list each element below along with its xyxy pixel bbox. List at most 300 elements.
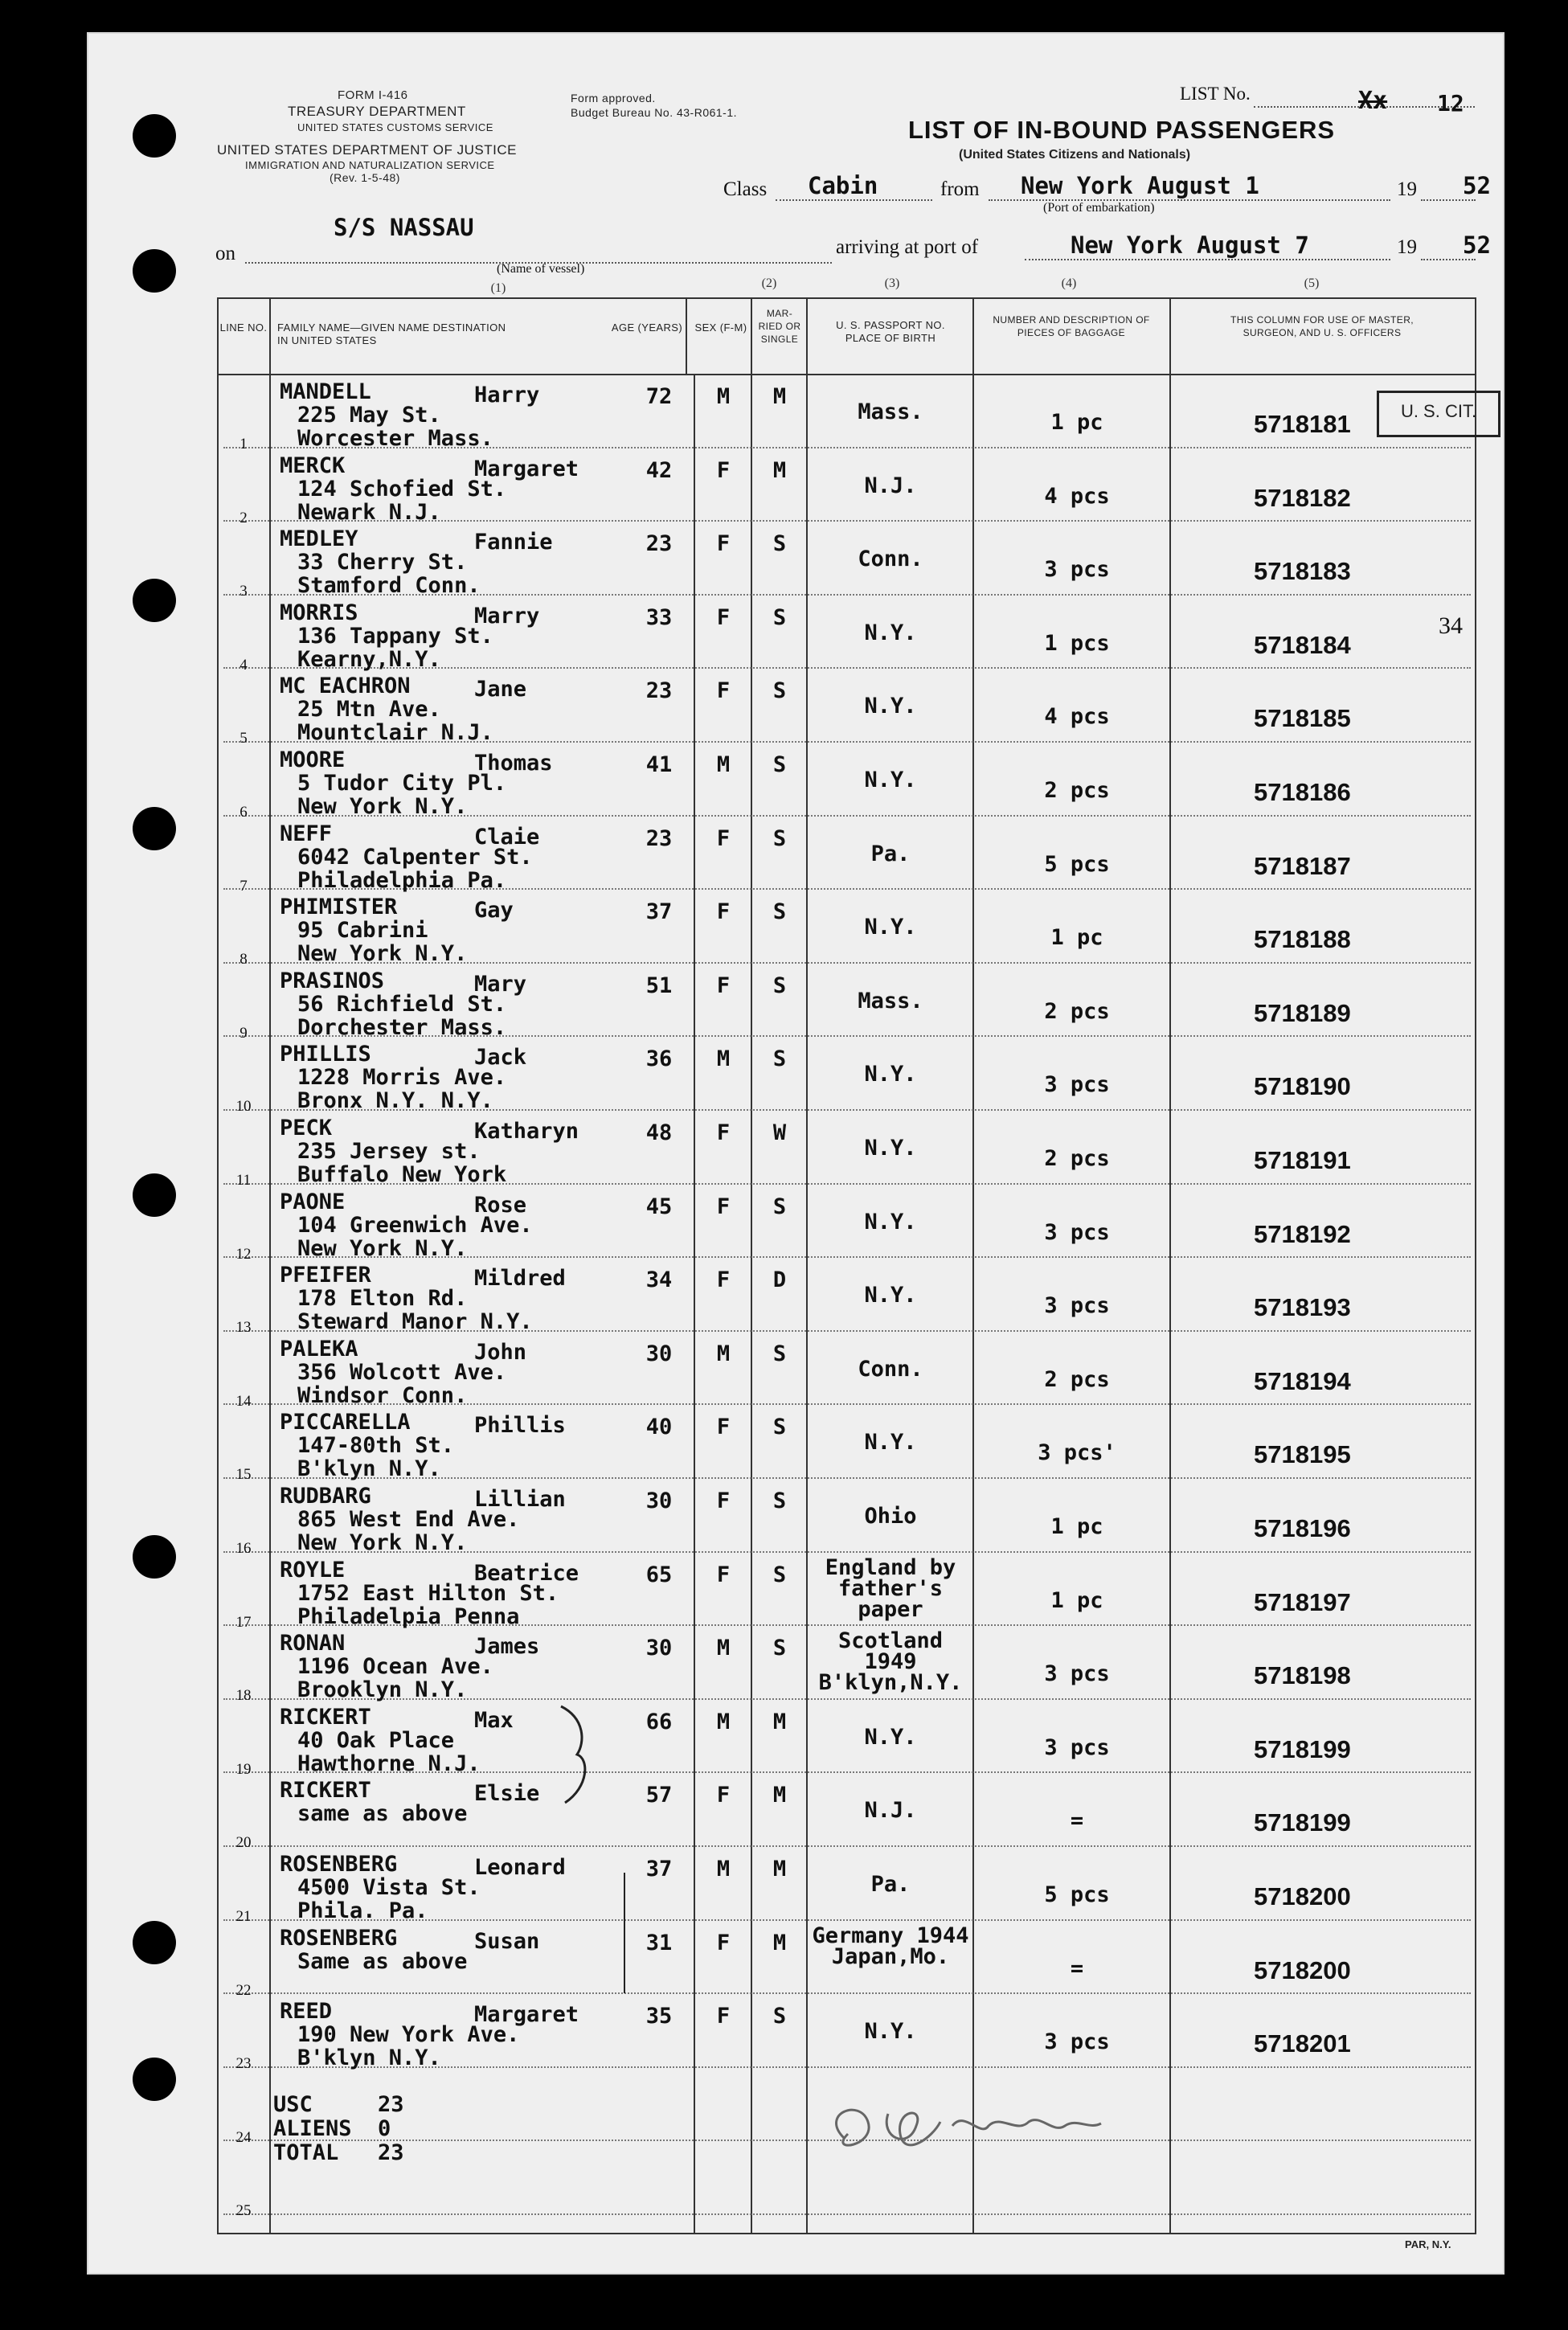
form-approval: Form approved. [571, 92, 656, 104]
marital-status: S [772, 1636, 787, 1661]
officer-signature [812, 2090, 1173, 2170]
sex-value: F [716, 1267, 731, 1293]
marital-status: S [772, 1562, 787, 1587]
sex-value: F [716, 1783, 731, 1808]
sex-value: F [716, 678, 731, 704]
place-of-birth: N.Y. [864, 768, 917, 792]
baggage-count: 5 pcs [1044, 1882, 1110, 1907]
family-brace [553, 1702, 601, 1807]
column-number: (1) [490, 281, 506, 295]
address-street: 95 Cabrini [297, 918, 428, 944]
address-street: 6042 Calpenter St. [297, 844, 533, 870]
punch-hole [133, 807, 176, 850]
page-title: LIST OF IN-BOUND PASSENGERS [908, 116, 1336, 144]
baggage-count: 4 pcs [1044, 704, 1110, 730]
marital-status: S [772, 604, 787, 630]
address-street: 104 Greenwich Ave. [297, 1212, 533, 1238]
family-name: MEDLEY [280, 526, 358, 552]
age-value: 57 [645, 1783, 673, 1808]
address-street: 147-80th St. [297, 1433, 455, 1459]
punch-hole [133, 1535, 176, 1579]
line-number: 19 [235, 1760, 252, 1778]
header-passport-birth: U. S. PASSPORT NO. PLACE OF BIRTH [836, 319, 945, 344]
sex-value: F [716, 531, 731, 557]
sex-value: F [716, 2004, 731, 2029]
age-value: 33 [645, 604, 673, 630]
ticket-number: 5718192 [1254, 1219, 1351, 1248]
address-street: 1752 East Hilton St. [297, 1580, 559, 1606]
given-name: Fannie [474, 530, 553, 555]
sex-value: F [716, 1930, 731, 1955]
marital-status: S [772, 531, 787, 557]
vessel-note: (Name of vessel) [497, 262, 585, 276]
baggage-count: 2 pcs [1044, 998, 1110, 1024]
given-name: Jane [474, 677, 527, 702]
line-number: 16 [235, 1540, 252, 1557]
form-revision: (Rev. 1-5-48) [330, 171, 400, 184]
address-street: 865 West End Ave. [297, 1507, 520, 1532]
marital-status: S [772, 1488, 787, 1513]
address-city: Dorchester Mass. [297, 1014, 507, 1040]
ticket-number: 5718189 [1254, 998, 1351, 1027]
address-street: 25 Mtn Ave. [297, 697, 441, 723]
place-of-birth: N.J. [864, 473, 917, 498]
family-name: PFEIFER [280, 1263, 371, 1288]
address-city: New York N.Y. [297, 1530, 468, 1555]
column-number: (4) [1061, 276, 1077, 290]
marital-status: M [772, 1709, 787, 1734]
age-value: 31 [645, 1930, 673, 1955]
family-name: MC EACHRON [280, 674, 411, 699]
table-bottom-rule [217, 2233, 1476, 2234]
row-rule [223, 1992, 1471, 1994]
line-number: 5 [239, 730, 248, 747]
baggage-count: 1 pc [1050, 1514, 1103, 1539]
baggage-count: 2 pcs [1044, 778, 1110, 803]
age-value: 42 [645, 457, 673, 483]
arrival-value: New York August 7 [1071, 231, 1309, 259]
place-of-birth: N.Y. [864, 1136, 917, 1161]
marital-status: S [772, 825, 787, 851]
marital-status: S [772, 973, 787, 998]
place-of-birth: N.Y. [864, 620, 917, 645]
agency-ins: IMMIGRATION AND NATURALIZATION SERVICE [245, 159, 495, 171]
place-of-birth: Conn. [858, 1356, 923, 1382]
line-number: 14 [235, 1392, 252, 1410]
address-city: Newark N.J. [297, 499, 441, 525]
age-value: 66 [645, 1709, 673, 1734]
line-number: 25 [235, 2202, 252, 2220]
address-street: 5 Tudor City Pl. [297, 771, 507, 796]
address-street: same as above [297, 1801, 468, 1827]
family-name: ROSENBERG [280, 1925, 398, 1951]
baggage-count: 3 pcs [1044, 1293, 1110, 1319]
family-name: RUDBARG [280, 1484, 371, 1509]
marital-status: M [772, 1857, 787, 1882]
address-street: 235 Jersey st. [297, 1139, 481, 1164]
totals-block [273, 2093, 404, 2165]
address-street: Same as above [297, 1948, 468, 1974]
address-city: Buffalo New York [297, 1162, 507, 1187]
age-value: 72 [645, 384, 673, 409]
address-city: Steward Manor N.Y. [297, 1309, 533, 1335]
row-rule [223, 2213, 1471, 2215]
family-name: PHIMISTER [280, 895, 398, 920]
age-value: 37 [645, 1857, 673, 1882]
class-value: Cabin [808, 172, 878, 199]
baggage-count: 3 pcs [1044, 1734, 1110, 1760]
ticket-number: 5718186 [1254, 778, 1351, 806]
family-name: PRASINOS [280, 968, 385, 993]
address-street: 40 Oak Place [297, 1727, 455, 1753]
place-of-birth: N.Y. [864, 915, 917, 940]
margin-number: 34 [1439, 612, 1463, 639]
place-of-birth: Pa. [870, 841, 911, 866]
address-street: 356 Wolcott Ave. [297, 1359, 507, 1385]
sex-value: F [716, 457, 731, 483]
place-of-birth: England by father's paper [825, 1554, 956, 1622]
family-name: MORRIS [280, 600, 358, 625]
age-value: 65 [645, 1562, 673, 1587]
line-number: 4 [239, 656, 248, 674]
given-name: Katharyn [474, 1119, 579, 1144]
address-city: New York N.Y. [297, 941, 468, 967]
baggage-count: 3 pcs [1044, 1072, 1110, 1098]
year-embark: 52 [1463, 172, 1491, 199]
place-of-birth: N.Y. [864, 694, 917, 719]
ticket-number: 5718195 [1254, 1440, 1351, 1469]
address-city: Windsor Conn. [297, 1382, 468, 1408]
age-value: 30 [645, 1341, 673, 1366]
ticket-number: 5718183 [1254, 557, 1351, 586]
printer-mark: PAR, N.Y. [1405, 2238, 1451, 2250]
baggage-count: = [1070, 1808, 1084, 1834]
baggage-count: 5 pcs [1044, 851, 1110, 877]
family-name: PAONE [280, 1189, 346, 1214]
given-name: Harry [474, 383, 540, 407]
form-number: FORM I-416 [338, 88, 408, 102]
place-of-birth: N.Y. [864, 1430, 917, 1456]
agency-customs: UNITED STATES CUSTOMS SERVICE [297, 121, 493, 133]
budget-bureau: Budget Bureau No. 43-R061-1. [571, 106, 738, 119]
family-name: NEFF [280, 821, 333, 846]
ticket-number: 5718201 [1254, 2029, 1351, 2058]
baggage-count: 3 pcs' [1038, 1440, 1116, 1466]
line-number: 7 [239, 877, 248, 895]
marital-status: S [772, 678, 787, 704]
column-number: (3) [884, 276, 900, 290]
vessel-name: S/S NASSAU [334, 214, 474, 241]
embarkation-note: (Port of embarkation) [1043, 201, 1155, 215]
age-value: 36 [645, 1046, 673, 1072]
place-of-birth: N.J. [864, 1798, 917, 1824]
header-name-destination: FAMILY NAME—GIVEN NAME DESTINATION IN UNITED STATES [277, 321, 506, 346]
age-value: 30 [645, 1488, 673, 1513]
ticket-number: 5718185 [1254, 704, 1351, 733]
punch-hole [133, 2058, 176, 2101]
class-label: Class [723, 178, 768, 200]
sex-value: F [716, 973, 731, 998]
marital-status: D [772, 1267, 787, 1293]
totals-aliens: 0 [378, 2116, 391, 2141]
family-name: ROSENBERG [280, 1852, 398, 1877]
ticket-number: 5718193 [1254, 1293, 1351, 1322]
address-street: 56 Richfield St. [297, 991, 507, 1017]
address-city: Hawthorne N.J. [297, 1751, 481, 1776]
ticket-number: 5718200 [1254, 1955, 1351, 1984]
family-name: MERCK [280, 452, 346, 478]
agency-justice: UNITED STATES DEPARTMENT OF JUSTICE [217, 142, 517, 158]
place-of-birth: Ohio [864, 1504, 917, 1529]
place-of-birth: Mass. [858, 988, 923, 1013]
sex-value: M [716, 752, 731, 777]
header-age: AGE (YEARS) [611, 321, 683, 334]
given-name: Margaret [474, 456, 579, 481]
baggage-count: 1 pc [1050, 410, 1103, 435]
list-no-value: 12 [1437, 90, 1464, 117]
totals-total-label: TOTAL [273, 2140, 339, 2165]
ticket-number: 5718182 [1254, 483, 1351, 512]
given-name: Max [474, 1707, 514, 1733]
ticket-number: 5718190 [1254, 1072, 1351, 1101]
totals-usc-label: USC [273, 2092, 313, 2117]
address-city: Mountclair N.J. [297, 720, 493, 746]
header-baggage: NUMBER AND DESCRIPTION OF PIECES OF BAGGAGE [993, 314, 1150, 338]
address-street: 1228 Morris Ave. [297, 1065, 507, 1091]
marital-status: M [772, 1783, 787, 1808]
given-name: Phillis [474, 1413, 566, 1439]
line-number: 24 [235, 2128, 252, 2146]
sex-value: F [716, 1488, 731, 1513]
sex-value: M [716, 1636, 731, 1661]
address-city: Kearny,N.Y. [297, 646, 441, 672]
place-of-birth: Pa. [870, 1872, 911, 1897]
marital-status: S [772, 2004, 787, 2029]
line-number: 13 [235, 1319, 252, 1337]
ticket-number: 5718196 [1254, 1514, 1351, 1542]
marital-status: S [772, 899, 787, 925]
ticket-number: 5718199 [1254, 1808, 1351, 1837]
given-name: Jack [474, 1045, 527, 1071]
list-no-label: LIST No. [1180, 84, 1251, 104]
baggage-count: 3 pcs [1044, 557, 1110, 583]
address-city: New York N.Y. [297, 1235, 468, 1261]
embarkation-value: New York August 1 [1021, 172, 1259, 199]
sex-value: F [716, 1194, 731, 1219]
address-city: Worcester Mass. [297, 426, 493, 451]
address-street: 190 New York Ave. [297, 2022, 520, 2048]
sex-value: F [716, 825, 731, 851]
header-sex: SEX (F-M) [694, 321, 747, 334]
table-top-rule [217, 297, 1476, 299]
ticket-number: 5718184 [1254, 630, 1351, 659]
ticket-number: 5718188 [1254, 925, 1351, 954]
marital-status: S [772, 1046, 787, 1072]
line-number: 22 [235, 1981, 252, 1999]
line-number: 8 [239, 951, 248, 968]
line-number: 1 [239, 436, 248, 452]
ticket-number: 5718200 [1254, 1882, 1351, 1910]
totals-total: 23 [378, 2140, 404, 2165]
totals-aliens-label: ALIENS [273, 2116, 352, 2141]
given-name: Margaret [474, 2002, 579, 2028]
address-city: B'klyn N.Y. [297, 2045, 441, 2071]
address-street: 124 Schofied St. [297, 476, 507, 502]
family-name: PALEKA [280, 1336, 358, 1362]
given-name: Susan [474, 1928, 540, 1954]
family-name: REED [280, 1999, 333, 2025]
address-city: Brooklyn N.Y. [297, 1677, 468, 1703]
given-name: Leonard [474, 1855, 566, 1880]
year-prefix: 19 [1397, 236, 1417, 258]
family-name: MOORE [280, 747, 346, 772]
family-name: ROYLE [280, 1557, 346, 1583]
baggage-count: 1 pc [1050, 1587, 1103, 1613]
on-label: on [215, 243, 235, 264]
given-name: Mary [474, 971, 527, 997]
header-married: MAR-RIED OR SINGLE [758, 308, 801, 345]
address-street: 4500 Vista St. [297, 1875, 481, 1900]
given-name: Gay [474, 898, 514, 923]
family-name: RICKERT [280, 1778, 371, 1804]
place-of-birth: Mass. [858, 399, 923, 424]
header-officers: THIS COLUMN FOR USE OF MASTER, SURGEON, AND U. S. OFFICERS [1230, 314, 1414, 338]
ticket-number: 5718187 [1254, 851, 1351, 880]
line-number: 15 [235, 1466, 252, 1484]
marital-status: S [772, 752, 787, 777]
family-name: RICKERT [280, 1704, 371, 1730]
age-value: 34 [645, 1267, 673, 1293]
line-number: 21 [235, 1908, 252, 1925]
line-number: 2 [239, 509, 248, 526]
place-of-birth: N.Y. [864, 1283, 917, 1308]
page-subtitle: (United States Citizens and Nationals) [959, 148, 1191, 162]
agency-treasury: TREASURY DEPARTMENT [288, 104, 466, 119]
family-name: PICCARELLA [280, 1410, 411, 1435]
given-name: Thomas [474, 751, 553, 776]
baggage-count: 2 pcs [1044, 1366, 1110, 1392]
punch-hole [133, 1921, 176, 1964]
line-number: 9 [239, 1024, 248, 1042]
address-street: 178 Elton Rd. [297, 1286, 468, 1312]
place-of-birth: N.Y. [864, 1062, 917, 1087]
marital-status: M [772, 384, 787, 409]
address-street: 225 May St. [297, 403, 441, 428]
totals-usc: 23 [378, 2092, 404, 2117]
address-street: 136 Tappany St. [297, 623, 493, 649]
arriving-label: arriving at port of [836, 236, 979, 258]
punch-hole [133, 1173, 176, 1217]
place-of-birth: Conn. [858, 547, 923, 572]
family-name: MANDELL [280, 379, 371, 404]
baggage-count: 1 pc [1050, 925, 1103, 951]
header-rule [217, 374, 1476, 375]
address-city: Philadelphia Pa. [297, 867, 507, 893]
family-name: RONAN [280, 1631, 346, 1656]
line-number: 18 [235, 1687, 252, 1705]
age-value: 41 [645, 752, 673, 777]
address-city: New York N.Y. [297, 794, 468, 819]
line-number: 20 [235, 1834, 252, 1852]
sex-value: F [716, 604, 731, 630]
address-street: 33 Cherry St. [297, 550, 468, 575]
line-number: 11 [235, 1172, 252, 1189]
place-of-birth: N.Y. [864, 1724, 917, 1750]
sex-value: M [716, 1046, 731, 1072]
baggage-count: 1 pcs [1044, 630, 1110, 656]
ticket-number: 5718198 [1254, 1661, 1351, 1690]
address-city: Bronx N.Y. N.Y. [297, 1088, 493, 1114]
given-name: James [474, 1634, 540, 1660]
ticket-number: 5718197 [1254, 1587, 1351, 1616]
age-value: 23 [645, 678, 673, 704]
baggage-count: 3 pcs [1044, 1661, 1110, 1687]
given-name: Claie [474, 824, 540, 850]
sex-value: F [716, 1562, 731, 1587]
ticket-number: 5718194 [1254, 1366, 1351, 1395]
given-name: Mildred [474, 1266, 566, 1292]
punch-hole [133, 114, 176, 158]
line-number: 6 [239, 804, 248, 821]
line-number: 17 [235, 1613, 252, 1631]
given-name: John [474, 1339, 527, 1365]
year-arrival: 52 [1463, 231, 1491, 259]
marital-status: S [772, 1341, 787, 1366]
given-name: Elsie [474, 1781, 540, 1807]
address-street: 1196 Ocean Ave. [297, 1654, 493, 1680]
punch-hole [133, 249, 176, 293]
line-number: 10 [235, 1098, 252, 1116]
baggage-count: 3 pcs [1044, 1219, 1110, 1245]
age-value: 35 [645, 2004, 673, 2029]
ticket-number: 5718191 [1254, 1146, 1351, 1174]
baggage-count: 2 pcs [1044, 1146, 1110, 1171]
age-value: 37 [645, 899, 673, 925]
line-number: 3 [239, 583, 248, 600]
line-number: 23 [235, 2055, 252, 2073]
punch-hole [133, 579, 176, 622]
sex-value: M [716, 1857, 731, 1882]
ticket-number: 5718199 [1254, 1734, 1351, 1763]
baggage-count: 3 pcs [1044, 2029, 1110, 2055]
age-value: 23 [645, 531, 673, 557]
us-citizen-stamp: U. S. CIT. [1377, 391, 1500, 437]
place-of-birth: N.Y. [864, 2019, 917, 2045]
place-of-birth: Scotland 1949 B'klyn,N.Y. [818, 1628, 963, 1696]
sex-value: M [716, 1341, 731, 1366]
marital-status: S [772, 1415, 787, 1440]
column-number: (2) [761, 276, 777, 290]
sex-value: F [716, 899, 731, 925]
sex-value: M [716, 1709, 731, 1734]
column-number: (5) [1304, 276, 1320, 290]
marital-status: W [772, 1120, 787, 1145]
sex-value: F [716, 1415, 731, 1440]
ticket-number: 5718181 [1254, 410, 1351, 438]
address-city: B'klyn N.Y. [297, 1456, 441, 1482]
sex-value: F [716, 1120, 731, 1145]
age-value: 48 [645, 1120, 673, 1145]
marital-status: M [772, 1930, 787, 1955]
list-no-struck: Xx [1358, 87, 1388, 115]
row-rule [223, 1845, 1471, 1847]
given-name: Rose [474, 1192, 527, 1218]
line-number: 12 [235, 1245, 252, 1263]
age-value: 40 [645, 1415, 673, 1440]
family-name: PHILLIS [280, 1042, 371, 1067]
header-line-no: LINE NO. [219, 321, 268, 334]
address-city: Philadelpia Penna [297, 1603, 520, 1629]
